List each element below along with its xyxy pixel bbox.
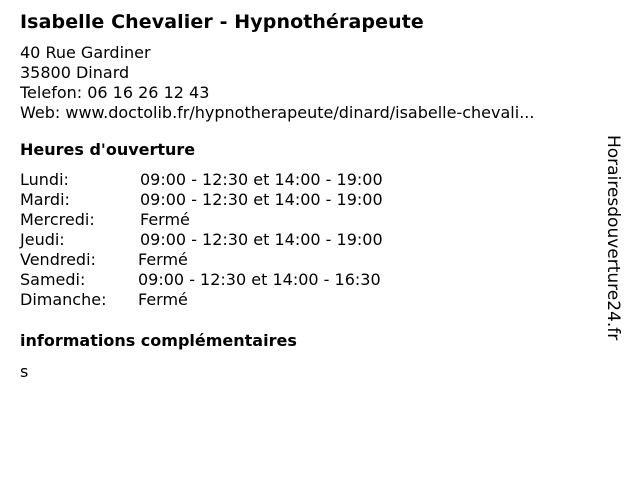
contact-block (20, 43, 600, 123)
day-label: Dimanche: (20, 290, 107, 309)
city-address: 35800 Dinard (20, 63, 130, 82)
hours-row-mercredi (20, 210, 600, 230)
site-watermark: Horairesdouverture24.fr (603, 135, 623, 341)
day-hours: 09:00 - 12:30 et 14:00 - 19:00 (140, 170, 383, 189)
hours-heading: Heures d'ouverture (20, 140, 196, 159)
day-label: Vendredi: (20, 250, 96, 269)
hours-row-lundi (20, 170, 600, 190)
hours-row-samedi (20, 270, 600, 290)
day-hours: 09:00 - 12:30 et 14:00 - 16:30 (138, 270, 381, 289)
hours-row-mardi (20, 190, 600, 210)
day-hours: Fermé (138, 290, 188, 309)
day-label: Samedi: (20, 270, 86, 289)
opening-hours-table (20, 170, 600, 310)
phone-number: Telefon: 06 16 26 12 43 (20, 83, 210, 102)
day-label: Mardi: (20, 190, 70, 209)
day-label: Lundi: (20, 170, 69, 189)
day-label: Jeudi: (20, 230, 65, 249)
info-text: s (20, 362, 29, 381)
website-link[interactable]: Web: www.doctolib.fr/hypnotherapeute/dinard/isabelle-chevali... (20, 103, 535, 122)
business-card (20, 10, 600, 382)
day-label: Mercredi: (20, 210, 95, 229)
info-heading: informations complémentaires (20, 331, 297, 350)
hours-row-vendredi (20, 250, 600, 270)
hours-row-dimanche (20, 290, 600, 310)
hours-row-jeudi (20, 230, 600, 250)
street-address: 40 Rue Gardiner (20, 43, 151, 62)
day-hours: Fermé (140, 210, 190, 229)
day-hours: 09:00 - 12:30 et 14:00 - 19:00 (140, 230, 383, 249)
day-hours: Fermé (138, 250, 188, 269)
day-hours: 09:00 - 12:30 et 14:00 - 19:00 (140, 190, 383, 209)
business-title: Isabelle Chevalier - Hypnothérapeute (20, 11, 424, 33)
